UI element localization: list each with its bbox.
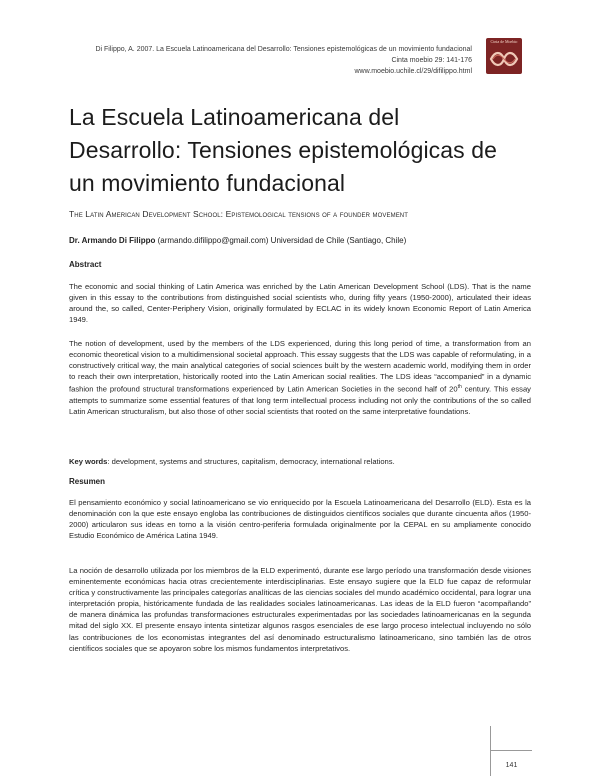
abstract-paragraph-1: The economic and social thinking of Latin America was enriched by the Latin American Development School (LDS). That is the name given in this essay to the contributions from distinguished social scientists who, during fifty years (1950-2000), articulated their ideas around the, so called, Center-Periphery Vision, originally formulated by ECLAC in its widely known Economic Report of Latin America 1949. [69, 282, 531, 325]
article-subtitle: The Latin American Development School: Epistemological tensions of a founder movement [69, 209, 408, 219]
page-header [12, 44, 472, 77]
page-number-divider [490, 726, 491, 750]
page-number-box [490, 750, 532, 776]
abstract-heading: Abstract [69, 260, 102, 269]
resumen-paragraph-1: El pensamiento económico y social latinoamericano se vio enriquecido por la Escuela Latinoamericana del Desarrollo (ELD). Esta es la denominación con la que este ensayo engloba las contribuciones de distinguidos científicos sociales que durante cincuenta años (1950-2000) articularon sus ideas en torno a la visión centro-periferia formulada originalmente por la CEPAL en su ampliamente conocido Estudio Económico de América Latina 1949. [69, 498, 531, 541]
article-title [69, 101, 539, 200]
author-name: Dr. Armando Di Filippo [69, 236, 156, 245]
logo-text: Cinta de Moebio [490, 39, 518, 44]
header-url[interactable]: www.moebio.uchile.cl/29/difilippo.html [354, 68, 472, 75]
moebio-strip-icon [486, 38, 522, 74]
journal-logo [486, 38, 522, 74]
keywords-label: Key words [69, 457, 108, 466]
abstract-p2-superscript: th [457, 384, 462, 391]
resumen-paragraph-2: La noción de desarrollo utilizada por los miembros de la ELD experimentó, durante ese largo período una transformación desde visiones eminentemente económicas hacia otras crecientemente interdisciplinarias. Este ensayo sugiere que la ELD fue capaz de reformular crítica y constructivamente las principales categorías analíticas de las ciencias sociales del mundo académico occidental, para lograr una interpretación propia, históricamente fundada de las realidades sociales latinoamericanas. Las ideas de la ELD fueron “acompañando” de manera dinámica las profundas transformaciones estructurales experimentadas por las sociedades latinoamericanas en la segunda mitad del siglo XX. El presente ensayo intenta sintetizar algunos rasgos esenciales de ese largo proceso intelectual incluyendo no sólo las contribuciones de los economistas integrantes del así denominado estructuralismo latinoamericano, sino también las de otros científicos sociales que se apoyaron sobre los mismos fundamentos interpretativos. [69, 566, 531, 653]
title-line: un movimiento fundacional [69, 170, 346, 196]
abstract-paragraph-2 [69, 338, 531, 417]
abstract-p2-text-b: century. This essay attempts to summarize some essential features of that long term intellectual process including not only the contributions of the so called Latin American structuralism, but also those of other social scientists that rooted on the same interpretative foundations. [69, 384, 531, 417]
abstract-p2-text-a: The notion of development, used by the members of the LDS experienced, during this long period of time, a transformation from an economic theoretical vision to a multidimensional societal approach. This essay suggests that the LDS was capable of reformulating, in a constructively critical way, the main analytical categories of social sciences built by the western academic world, modifying them in order to reach their own interpretation, historically rooted into the Latin American social realities. The LDS ideas “accompanied” in a dynamic fashion the profound structural transformations experienced by Latin American Societies in the second half of 20 [69, 339, 531, 394]
resumen-heading: Resumen [69, 477, 106, 486]
author-line [69, 236, 539, 245]
title-line: Desarrollo: Tensiones epistemológicas de [69, 137, 498, 163]
header-journal: Cinta moebio 29: 141-176 [391, 57, 472, 64]
author-details: (armando.difilippo@gmail.com) Universidad de Chile (Santiago, Chile) [157, 236, 407, 245]
header-citation: Di Filippo, A. 2007. La Escuela Latinoamericana del Desarrollo: Tensiones epistemológicas de un movimiento fundacional [95, 46, 472, 53]
page-number: 141 [505, 762, 518, 769]
keywords-line [69, 456, 531, 467]
title-line: La Escuela Latinoamericana del [69, 104, 400, 130]
keywords-text: : development, systems and structures, capitalism, democracy, international relations. [107, 457, 395, 466]
